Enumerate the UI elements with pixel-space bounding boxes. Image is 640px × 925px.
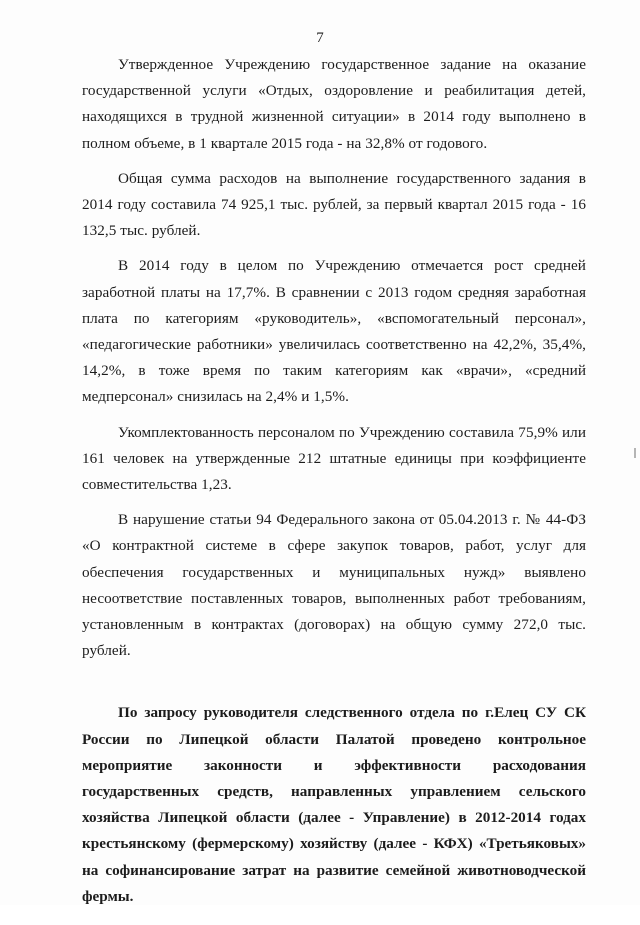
paragraph-salary: В 2014 году в целом по Учреждению отмечается рост средней заработной платы на 17,7%. В сравнении с 2013 годом средняя заработная плата по категориям «руководитель», «вспомогательный персонал», «педагогические работники» увеличилась соответственно на 42,2%, 35,4%, 14,2%, в тоже время по таким категориям как «врачи», «средний медперсонал» снизилась на 2,4% и 1,5%.	[82, 257, 586, 406]
page-number: 7	[316, 30, 324, 46]
paragraph-expenses: Общая сумма расходов на выполнение государственного задания в 2014 году составила 74 925,1 тыс. рублей, за первый квартал 2015 года - 16 132,5 тыс. рублей.	[82, 169, 586, 240]
document-body	[82, 52, 586, 925]
paragraph-state-task: Утвержденное Учреждению государственное задание на оказание государственной услуги «Отдых, оздоровление и реабилитация детей, находящихся в трудной жизненной ситуации» в 2014 году выполнено в полном объеме, в 1 квартале 2015 года - на 32,8% от годового.	[82, 56, 586, 152]
paragraph-audit-request: По запросу руководителя следственного отдела по г.Елец СУ СК России по Липецкой области Палатой проведено контрольное мероприятие законности и эффективности расходования государственных средств, направленных управлением сельского хозяйства Липецкой области (далее - Управление) в 2012-2014 годах крестьянскому (фермерскому) хозяйству (далее - КФХ) «Третьяковых» на софинансирование затрат на развитие семейной животноводческой фермы.	[82, 704, 586, 905]
paragraph-violation: В нарушение статьи 94 Федерального закона от 05.04.2013 г. № 44-ФЗ «О контрактной системе в сфере закупок товаров, работ, услуг для обеспечения государственных и муниципальных нужд» выявлено несоответствие поставленных товаров, выполненных работ требованиям, установленным в контрактах (договорах) на общую сумму 272,0 тыс. рублей.	[82, 511, 586, 660]
scan-artifact	[634, 448, 636, 458]
paragraph-staffing: Укомплектованность персоналом по Учреждению составила 75,9% или 161 человек на утвержденные 212 штатные единицы при коэффициенте совместительства 1,23.	[82, 423, 586, 494]
